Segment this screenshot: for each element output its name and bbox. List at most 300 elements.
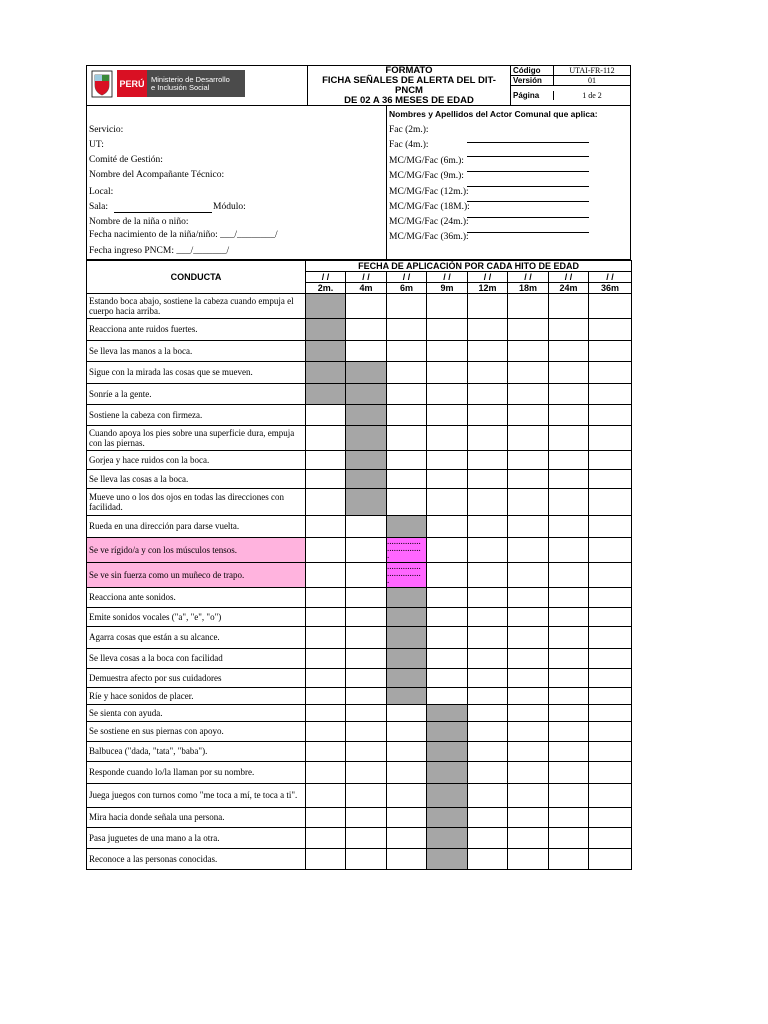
check-cell[interactable] (306, 828, 346, 849)
check-cell[interactable] (549, 742, 589, 762)
check-cell[interactable] (346, 294, 387, 319)
check-cell[interactable] (468, 722, 508, 742)
check-cell[interactable] (306, 384, 346, 405)
check-cell[interactable] (589, 849, 632, 870)
check-cell[interactable] (346, 688, 387, 705)
check-cell[interactable] (427, 588, 468, 608)
agent-field[interactable]: Fac (2m.): (389, 125, 429, 135)
check-cell[interactable] (346, 384, 387, 405)
milestone-text: Reacciona ante ruidos fuertes. (87, 319, 306, 341)
agent-line (467, 232, 589, 233)
agent-line (467, 201, 589, 202)
check-cell[interactable] (468, 669, 508, 688)
check-cell[interactable] (346, 516, 387, 538)
check-cell[interactable] (549, 319, 589, 341)
check-cell[interactable] (468, 849, 508, 870)
check-cell[interactable] (346, 563, 387, 588)
date-cell[interactable]: / / (306, 272, 346, 283)
agent-field[interactable]: MC/MG/Fac (18M.): (389, 202, 470, 212)
check-cell[interactable] (306, 784, 346, 808)
milestone-text: Se ve rígido/a y con los músculos tensos. (87, 538, 306, 563)
milestone-text: Estando boca abajo, sostiene la cabeza cuando empuja el cuerpo hacia arriba. (87, 294, 306, 319)
sala-line (114, 212, 212, 213)
check-cell[interactable] (346, 405, 387, 426)
milestone-row (87, 426, 632, 451)
check-cell[interactable] (346, 849, 387, 870)
check-cell[interactable] (387, 588, 427, 608)
check-cell[interactable] (427, 722, 468, 742)
check-cell[interactable] (549, 722, 589, 742)
check-cell[interactable] (346, 649, 387, 669)
check-cell[interactable] (589, 588, 632, 608)
milestone-text: Responde cuando lo/la llaman por su nombre. (87, 762, 306, 784)
check-cell[interactable] (468, 451, 508, 470)
check-cell[interactable] (589, 784, 632, 808)
age-header: 18m (508, 283, 549, 294)
check-cell[interactable] (387, 516, 427, 538)
codigo-label: Código (511, 66, 554, 75)
agent-field[interactable]: MC/MG/Fac (36m.): (389, 232, 469, 242)
check-cell[interactable] (589, 538, 632, 563)
logo-ministry-line2: e Inclusión Social (151, 82, 210, 92)
check-cell[interactable] (387, 608, 427, 627)
milestone-row (87, 784, 632, 808)
modulo-field[interactable]: Módulo: (213, 202, 246, 212)
check-cell[interactable] (468, 341, 508, 362)
milestone-text: Agarra cosas que están a su alcance. (87, 627, 306, 649)
codigo-value: UTAI-FR-112 (569, 66, 615, 75)
check-cell[interactable] (346, 762, 387, 784)
info-section (86, 106, 631, 260)
check-cell[interactable] (589, 405, 632, 426)
check-cell[interactable] (508, 688, 549, 705)
check-cell[interactable] (306, 608, 346, 627)
check-cell[interactable] (508, 538, 549, 563)
ministry-logo (117, 70, 245, 97)
check-cell[interactable] (508, 808, 549, 828)
check-cell[interactable] (589, 451, 632, 470)
milestone-text: Emite sonidos vocales ("a", "e", "o") (87, 608, 306, 627)
milestone-row (87, 538, 632, 563)
check-cell[interactable] (508, 742, 549, 762)
milestone-row (87, 669, 632, 688)
milestone-text: Gorjea y hace ruidos con la boca. (87, 451, 306, 470)
check-cell[interactable] (306, 705, 346, 722)
check-cell[interactable] (468, 489, 508, 516)
check-cell[interactable] (306, 470, 346, 489)
milestone-text: Se sienta con ayuda. (87, 705, 306, 722)
check-cell[interactable] (387, 688, 427, 705)
check-cell[interactable] (468, 588, 508, 608)
check-cell[interactable] (427, 516, 468, 538)
milestone-row (87, 705, 632, 722)
check-cell[interactable] (306, 294, 346, 319)
check-cell[interactable] (508, 588, 549, 608)
check-cell[interactable] (549, 362, 589, 384)
check-cell[interactable] (427, 384, 468, 405)
check-cell[interactable] (427, 808, 468, 828)
check-cell[interactable] (387, 451, 427, 470)
check-cell[interactable] (346, 828, 387, 849)
check-cell[interactable] (387, 627, 427, 649)
version-value: 01 (588, 76, 596, 85)
check-cell[interactable] (508, 627, 549, 649)
check-cell[interactable] (589, 627, 632, 649)
check-cell[interactable] (549, 688, 589, 705)
check-cell[interactable] (427, 762, 468, 784)
milestone-text: Sostiene la cabeza con firmeza. (87, 405, 306, 426)
milestone-row (87, 294, 632, 319)
check-cell[interactable] (306, 808, 346, 828)
check-cell[interactable] (427, 538, 468, 563)
check-cell[interactable] (508, 649, 549, 669)
check-cell[interactable] (508, 762, 549, 784)
check-cell[interactable] (468, 362, 508, 384)
check-cell[interactable] (589, 649, 632, 669)
check-cell[interactable] (306, 588, 346, 608)
check-cell[interactable] (589, 705, 632, 722)
check-cell[interactable] (508, 705, 549, 722)
check-cell[interactable] (589, 669, 632, 688)
check-cell[interactable] (387, 722, 427, 742)
agent-field[interactable]: MC/MG/Fac (24m.): (389, 217, 469, 227)
check-cell[interactable] (508, 489, 549, 516)
check-cell[interactable] (346, 808, 387, 828)
check-cell[interactable] (589, 294, 632, 319)
check-cell[interactable] (468, 705, 508, 722)
check-cell[interactable] (427, 688, 468, 705)
check-cell[interactable] (346, 705, 387, 722)
milestone-text: Se sostiene en sus piernas con apoyo. (87, 722, 306, 742)
check-cell[interactable] (508, 828, 549, 849)
check-cell[interactable] (306, 762, 346, 784)
check-cell[interactable] (387, 362, 427, 384)
comite-field[interactable]: Comité de Gestión: (89, 155, 163, 165)
milestone-text: Reacciona ante sonidos. (87, 588, 306, 608)
check-cell[interactable] (427, 784, 468, 808)
check-cell[interactable] (387, 828, 427, 849)
check-cell[interactable] (549, 538, 589, 563)
fecha-nacimiento-field[interactable]: Fecha nacimiento de la niña/niño: ___/________/ (89, 230, 278, 240)
check-cell[interactable] (387, 426, 427, 451)
check-cell[interactable] (427, 426, 468, 451)
local-field[interactable]: Local: (89, 187, 114, 197)
date-cell[interactable]: / / (427, 272, 468, 283)
check-cell[interactable] (306, 451, 346, 470)
check-cell[interactable] (387, 384, 427, 405)
check-cell[interactable] (549, 649, 589, 669)
check-cell[interactable] (549, 489, 589, 516)
check-cell[interactable] (589, 688, 632, 705)
agent-field[interactable]: MC/MG/Fac (6m.): (389, 156, 464, 166)
check-cell[interactable] (508, 722, 549, 742)
milestone-text: Cuando apoya los pies sobre una superficie dura, empuja con las piernas. (87, 426, 306, 451)
check-cell[interactable] (427, 489, 468, 516)
check-cell[interactable] (427, 828, 468, 849)
check-cell[interactable] (387, 784, 427, 808)
check-cell[interactable] (427, 705, 468, 722)
check-cell[interactable] (468, 405, 508, 426)
check-cell[interactable] (589, 563, 632, 588)
servicio-field[interactable]: Servicio: (89, 125, 124, 135)
check-cell[interactable] (589, 722, 632, 742)
check-cell[interactable] (346, 451, 387, 470)
check-cell[interactable] (589, 426, 632, 451)
check-cell[interactable] (468, 742, 508, 762)
check-cell[interactable] (549, 627, 589, 649)
check-cell[interactable] (346, 538, 387, 563)
check-cell[interactable] (468, 470, 508, 489)
milestones-table (86, 260, 632, 870)
check-cell[interactable] (508, 426, 549, 451)
check-cell[interactable] (346, 489, 387, 516)
logo-area (87, 66, 308, 105)
check-cell[interactable] (468, 688, 508, 705)
sala-field[interactable]: Sala: (89, 202, 108, 212)
age-header: 6m (387, 283, 427, 294)
check-cell[interactable] (387, 319, 427, 341)
check-cell[interactable] (306, 563, 346, 588)
check-cell[interactable] (589, 828, 632, 849)
check-cell[interactable] (549, 828, 589, 849)
check-cell[interactable] (549, 384, 589, 405)
check-cell[interactable] (549, 451, 589, 470)
agent-field[interactable]: Fac (4m.): (389, 140, 429, 150)
check-cell[interactable] (387, 705, 427, 722)
check-cell[interactable] (549, 294, 589, 319)
check-cell[interactable] (549, 849, 589, 870)
form-sheet (86, 65, 631, 870)
milestone-row (87, 762, 632, 784)
date-cell[interactable]: / / (468, 272, 508, 283)
check-cell[interactable] (468, 608, 508, 627)
check-cell[interactable] (346, 341, 387, 362)
check-cell[interactable] (427, 627, 468, 649)
check-cell[interactable] (589, 608, 632, 627)
milestone-row (87, 405, 632, 426)
check-cell[interactable] (427, 608, 468, 627)
check-cell[interactable] (346, 742, 387, 762)
check-cell[interactable] (589, 742, 632, 762)
check-cell[interactable] (468, 784, 508, 808)
check-cell[interactable] (549, 563, 589, 588)
milestone-text: Se lleva cosas a la boca con facilidad (87, 649, 306, 669)
date-cell[interactable]: / / (549, 272, 589, 283)
check-cell[interactable] (306, 722, 346, 742)
title-line: PNCM (395, 84, 423, 96)
check-cell[interactable] (387, 405, 427, 426)
check-cell[interactable] (427, 649, 468, 669)
check-cell[interactable] (468, 649, 508, 669)
milestone-row (87, 808, 632, 828)
check-cell[interactable] (387, 742, 427, 762)
check-cell[interactable] (549, 705, 589, 722)
check-cell[interactable] (306, 405, 346, 426)
check-cell[interactable] (387, 808, 427, 828)
check-cell[interactable] (508, 384, 549, 405)
check-cell[interactable] (387, 649, 427, 669)
date-cell[interactable]: / / (346, 272, 387, 283)
check-cell[interactable] (589, 516, 632, 538)
check-cell[interactable] (306, 538, 346, 563)
check-cell[interactable] (508, 784, 549, 808)
check-cell[interactable] (468, 828, 508, 849)
check-cell[interactable] (306, 649, 346, 669)
check-cell[interactable]: ............... ............... . (387, 538, 427, 563)
check-cell[interactable] (346, 627, 387, 649)
check-cell[interactable] (508, 516, 549, 538)
check-cell[interactable]: ............... ............... . (387, 563, 427, 588)
check-cell[interactable] (508, 470, 549, 489)
milestone-row (87, 722, 632, 742)
check-cell[interactable] (346, 669, 387, 688)
check-cell[interactable] (387, 669, 427, 688)
check-cell[interactable] (427, 405, 468, 426)
check-cell[interactable] (306, 849, 346, 870)
check-cell[interactable] (387, 341, 427, 362)
check-cell[interactable] (427, 563, 468, 588)
check-cell[interactable] (306, 688, 346, 705)
check-cell[interactable] (468, 426, 508, 451)
check-cell[interactable] (427, 362, 468, 384)
check-cell[interactable] (306, 669, 346, 688)
document-meta (511, 66, 630, 105)
agent-field[interactable]: MC/MG/Fac (12m.): (389, 187, 469, 197)
form-header (86, 65, 631, 106)
age-header: 12m (468, 283, 508, 294)
check-cell[interactable] (549, 762, 589, 784)
agent-line (467, 171, 589, 172)
check-cell[interactable] (468, 538, 508, 563)
acompanante-field[interactable]: Nombre del Acompañante Técnico: (89, 170, 225, 180)
check-cell[interactable] (549, 470, 589, 489)
date-cell[interactable]: / / (508, 272, 549, 283)
milestone-text: Sonríe a la gente. (87, 384, 306, 405)
check-cell[interactable] (387, 762, 427, 784)
check-cell[interactable] (508, 341, 549, 362)
age-header: 2m. (306, 283, 346, 294)
check-cell[interactable] (306, 516, 346, 538)
check-cell[interactable] (549, 608, 589, 627)
check-cell[interactable] (346, 426, 387, 451)
fecha-header: FECHA DE APLICACIÓN POR CADA HITO DE EDAD (306, 261, 632, 272)
check-cell[interactable] (427, 849, 468, 870)
check-cell[interactable] (468, 319, 508, 341)
check-cell[interactable] (387, 294, 427, 319)
check-cell[interactable] (508, 849, 549, 870)
milestone-row (87, 649, 632, 669)
age-header: 24m (549, 283, 589, 294)
check-cell[interactable] (468, 384, 508, 405)
check-cell[interactable] (549, 426, 589, 451)
check-cell[interactable] (427, 669, 468, 688)
milestone-text: Mira hacia donde señala una persona. (87, 808, 306, 828)
check-cell[interactable] (508, 669, 549, 688)
check-cell[interactable] (589, 489, 632, 516)
check-cell[interactable] (549, 784, 589, 808)
form-title (308, 66, 511, 105)
check-cell[interactable] (549, 588, 589, 608)
check-cell[interactable] (306, 319, 346, 341)
check-cell[interactable] (427, 319, 468, 341)
date-cell[interactable]: / / (589, 272, 632, 283)
check-cell[interactable] (346, 319, 387, 341)
check-cell[interactable] (589, 762, 632, 784)
check-cell[interactable] (427, 742, 468, 762)
check-cell[interactable] (589, 362, 632, 384)
check-cell[interactable] (306, 489, 346, 516)
milestone-text: Pasa juguetes de una mano a la otra. (87, 828, 306, 849)
check-cell[interactable] (346, 362, 387, 384)
check-cell[interactable] (508, 294, 549, 319)
check-cell[interactable] (346, 588, 387, 608)
check-cell[interactable] (549, 341, 589, 362)
check-cell[interactable] (589, 341, 632, 362)
check-cell[interactable] (508, 362, 549, 384)
check-cell[interactable] (508, 608, 549, 627)
check-cell[interactable] (549, 808, 589, 828)
check-cell[interactable] (589, 384, 632, 405)
check-cell[interactable] (306, 362, 346, 384)
check-cell[interactable] (387, 489, 427, 516)
check-cell[interactable] (589, 808, 632, 828)
check-cell[interactable] (468, 516, 508, 538)
check-cell[interactable] (427, 294, 468, 319)
check-cell[interactable] (427, 470, 468, 489)
check-cell[interactable] (427, 451, 468, 470)
check-cell[interactable] (306, 341, 346, 362)
milestone-row (87, 319, 632, 341)
date-cell[interactable]: / / (387, 272, 427, 283)
milestone-text: Sigue con la mirada las cosas que se mueven. (87, 362, 306, 384)
check-cell[interactable] (508, 319, 549, 341)
check-cell[interactable] (549, 669, 589, 688)
check-cell[interactable] (387, 470, 427, 489)
check-cell[interactable] (508, 563, 549, 588)
check-cell[interactable] (589, 319, 632, 341)
check-cell[interactable] (306, 742, 346, 762)
check-cell[interactable] (468, 762, 508, 784)
check-cell[interactable] (508, 405, 549, 426)
fecha-ingreso-field[interactable]: Fecha ingreso PNCM: ___/_______/ (89, 246, 230, 256)
check-cell[interactable] (387, 849, 427, 870)
check-cell[interactable] (549, 516, 589, 538)
check-cell[interactable] (346, 470, 387, 489)
agent-field[interactable]: MC/MG/Fac (9m.): (389, 171, 464, 181)
ut-field[interactable]: UT: (89, 140, 104, 150)
check-cell[interactable] (306, 426, 346, 451)
check-cell[interactable] (589, 470, 632, 489)
milestone-row (87, 470, 632, 489)
check-cell[interactable] (427, 341, 468, 362)
check-cell[interactable] (468, 808, 508, 828)
check-cell[interactable] (306, 627, 346, 649)
check-cell[interactable] (508, 451, 549, 470)
milestone-text: Balbucea ("dada, "tata", "baba"). (87, 742, 306, 762)
check-cell[interactable] (468, 563, 508, 588)
pagina-value: 1 de 2 (582, 91, 602, 100)
check-cell[interactable] (468, 294, 508, 319)
check-cell[interactable] (346, 784, 387, 808)
check-cell[interactable] (549, 405, 589, 426)
check-cell[interactable] (346, 608, 387, 627)
agent-title: Nombres y Apellidos del Actor Comunal que aplica: (389, 109, 598, 119)
age-header: 9m (427, 283, 468, 294)
nombre-nino-field[interactable]: Nombre de la niña o niño: (89, 217, 189, 227)
title-line: FORMATO (385, 64, 433, 76)
check-cell[interactable] (468, 627, 508, 649)
check-cell[interactable] (346, 722, 387, 742)
